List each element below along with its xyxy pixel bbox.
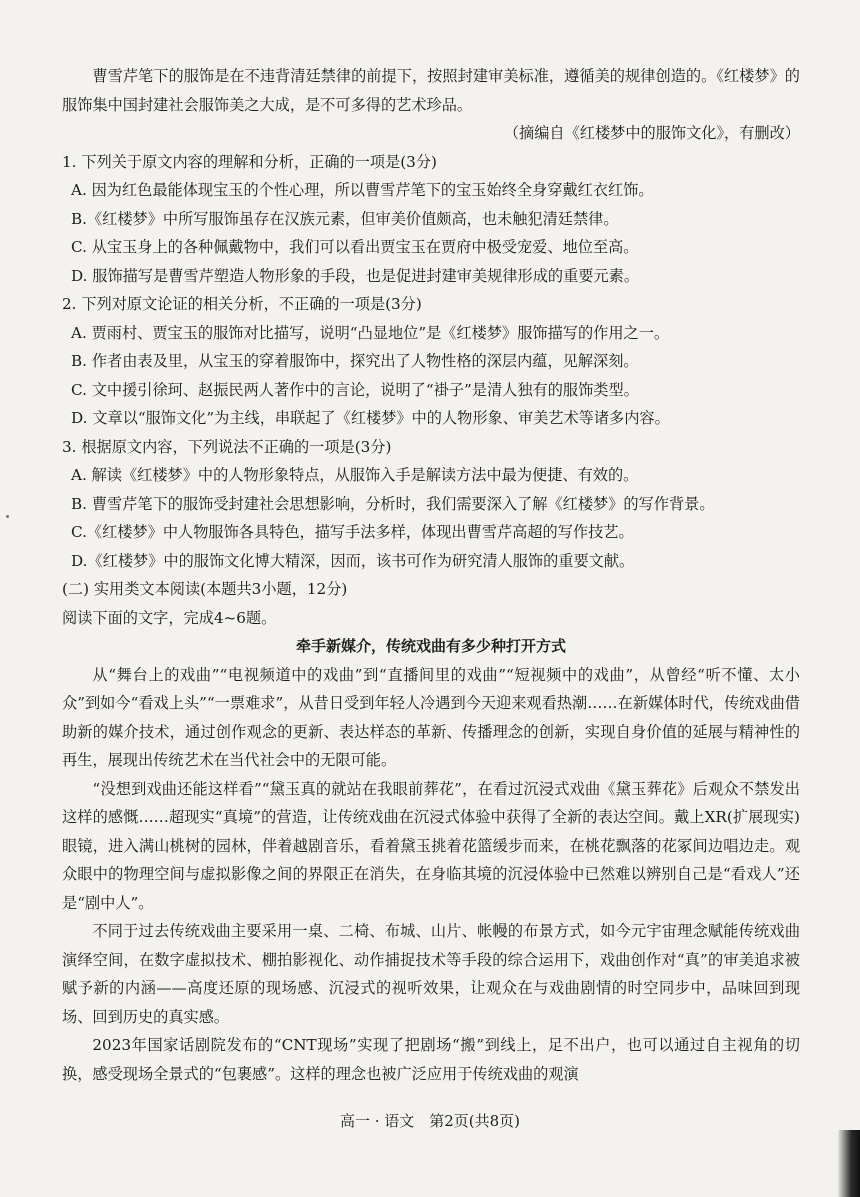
article-paragraph-2: “没想到戏曲还能这样看”“黛玉真的就站在我眼前葬花”，在看过沉浸式戏曲《黛玉葬花》后观众不禁发出这样的感慨……超现实“真境”的营造，让传统戏曲在沉浸式体验中获得了全新的表达空间。戴上XR(扩展现实)眼镜，进入满山桃树的园林，伴着越剧音乐，看着黛玉挑着花篮缓步而来，在桃花飘落的花冢间边唱边走。观众眼中的物理空间与虚拟影像之间的界限正在消失，在身临其境的沉浸体验中已然难以辨别自己是“看戏人”还是“剧中人”。 <box>62 779 800 912</box>
question-stem: 3. 根据原文内容，下列说法不正确的一项是(3分) <box>62 437 392 456</box>
option-d: D. 文章以“服饰文化”为主线，串联起了《红楼梦》中的人物形象、审美艺术等诸多内容。 <box>71 409 670 427</box>
source-citation: （摘编自《红楼梦中的服饰文化》，有删改） <box>503 124 800 142</box>
option-c: C. 从宝玉身上的各种佩戴物中，我们可以看出贾宝玉在贾府中极受宠爱、地位至高。 <box>71 238 639 256</box>
question-stem: 2. 下列对原文论证的相关分析，不正确的一项是(3分) <box>62 295 422 313</box>
section-heading: (二) 实用类文本阅读(本题共3小题，12分) <box>62 580 348 598</box>
option-c: C. 文中援引徐珂、赵振民两人著作中的言论，说明了“褂子”是清人独有的服饰类型。 <box>71 380 639 399</box>
question-stem: 1. 下列关于原文内容的理解和分析，正确的一项是(3分) <box>62 152 437 171</box>
option-b: B.《红楼梦》中所写服饰虽存在汉族元素，但审美价值颇高，也未触犯清廷禁律。 <box>71 209 619 228</box>
option-d: D. 服饰描写是曹雪芹塑造人物形象的手段，也是促进封建审美规律形成的重要元素。 <box>71 266 640 285</box>
document-page <box>62 62 800 1088</box>
article-paragraph-4: 2023年国家话剧院发布的“CNT现场”实现了把剧场“搬”到线上，足不出户，也可以通过自主视角的切换，感受现场全景式的“包裹感”。这样的理念也被广泛应用于传统戏曲的观演 <box>62 1036 800 1083</box>
question-3 <box>62 433 800 576</box>
option-b: B. 曹雪芹笔下的服饰受封建社会思想影响，分析时，我们需要深入了解《红楼梦》的写作背景。 <box>71 494 715 513</box>
option-c: C.《红楼梦》中人物服饰各具特色，描写手法多样，体现出曹雪芹高超的写作技艺。 <box>71 523 634 541</box>
option-a: A. 解读《红楼梦》中的人物形象特点，从服饰入手是解读方法中最为便捷、有效的。 <box>71 466 639 484</box>
article-paragraph-1: 从“舞台上的戏曲”“电视频道中的戏曲”到“直播间里的戏曲”“短视频中的戏曲”，从曾经“听不懂、太小众”到如今“看戏上头”“一票难求”，从昔日受到年轻人冷遇到今天迎来观看热潮……在新媒体时代，传统戏曲借助新的媒介技术，通过创作观念的更新、表达样态的革新、传播理念的创新，实现自身价值的延展与精神性的再生，展现出传统艺术在当代社会中的无限可能。 <box>62 665 800 769</box>
reading-instruction: 阅读下面的文字，完成4~6题。 <box>62 608 277 627</box>
page-footer: 高一 · 语文 第2页(共8页) <box>339 1112 521 1130</box>
option-a: A. 贾雨村、贾宝玉的服饰对比描写，说明“凸显地位”是《红楼梦》服饰描写的作用之一。 <box>71 323 670 342</box>
question-2 <box>62 290 800 433</box>
option-a: A. 因为红色最能体现宝玉的个性心理，所以曹雪芹笔下的宝玉始终全身穿戴红衣红饰。 <box>71 181 654 199</box>
question-1 <box>62 148 800 291</box>
option-b: B. 作者由表及里，从宝玉的穿着服饰中，探究出了人物性格的深层内蕴，见解深刻。 <box>71 352 639 370</box>
intro-paragraph: 曹雪芹笔下的服饰是在不违背清廷禁律的前提下，按照封建审美标准，遵循美的规律创造的。《红楼梦》的服饰集中国封建社会服饰美之大成，是不可多得的艺术珍品。 <box>62 67 800 114</box>
article-paragraph-3: 不同于过去传统戏曲主要采用一桌、二椅、布城、山片、帐幔的布景方式，如今元宇宙理念赋能传统戏曲演绎空间，在数字虚拟技术、棚拍影视化、动作捕捉技术等手段的综合运用下，戏曲创作对“真”的审美追求被赋予新的内涵——高度还原的现场感、沉浸式的视听效果，让观众在与戏曲剧情的时空同步中，品味回到现场、回到历史的真实感。 <box>62 922 800 1026</box>
scan-speck <box>6 515 9 518</box>
option-d: D.《红楼梦》中的服饰文化博大精深，因而，该书可作为研究清人服饰的重要文献。 <box>71 551 635 570</box>
scan-edge-shadow <box>838 1130 860 1197</box>
article-title: 牵手新媒介，传统戏曲有多少种打开方式 <box>295 637 566 655</box>
